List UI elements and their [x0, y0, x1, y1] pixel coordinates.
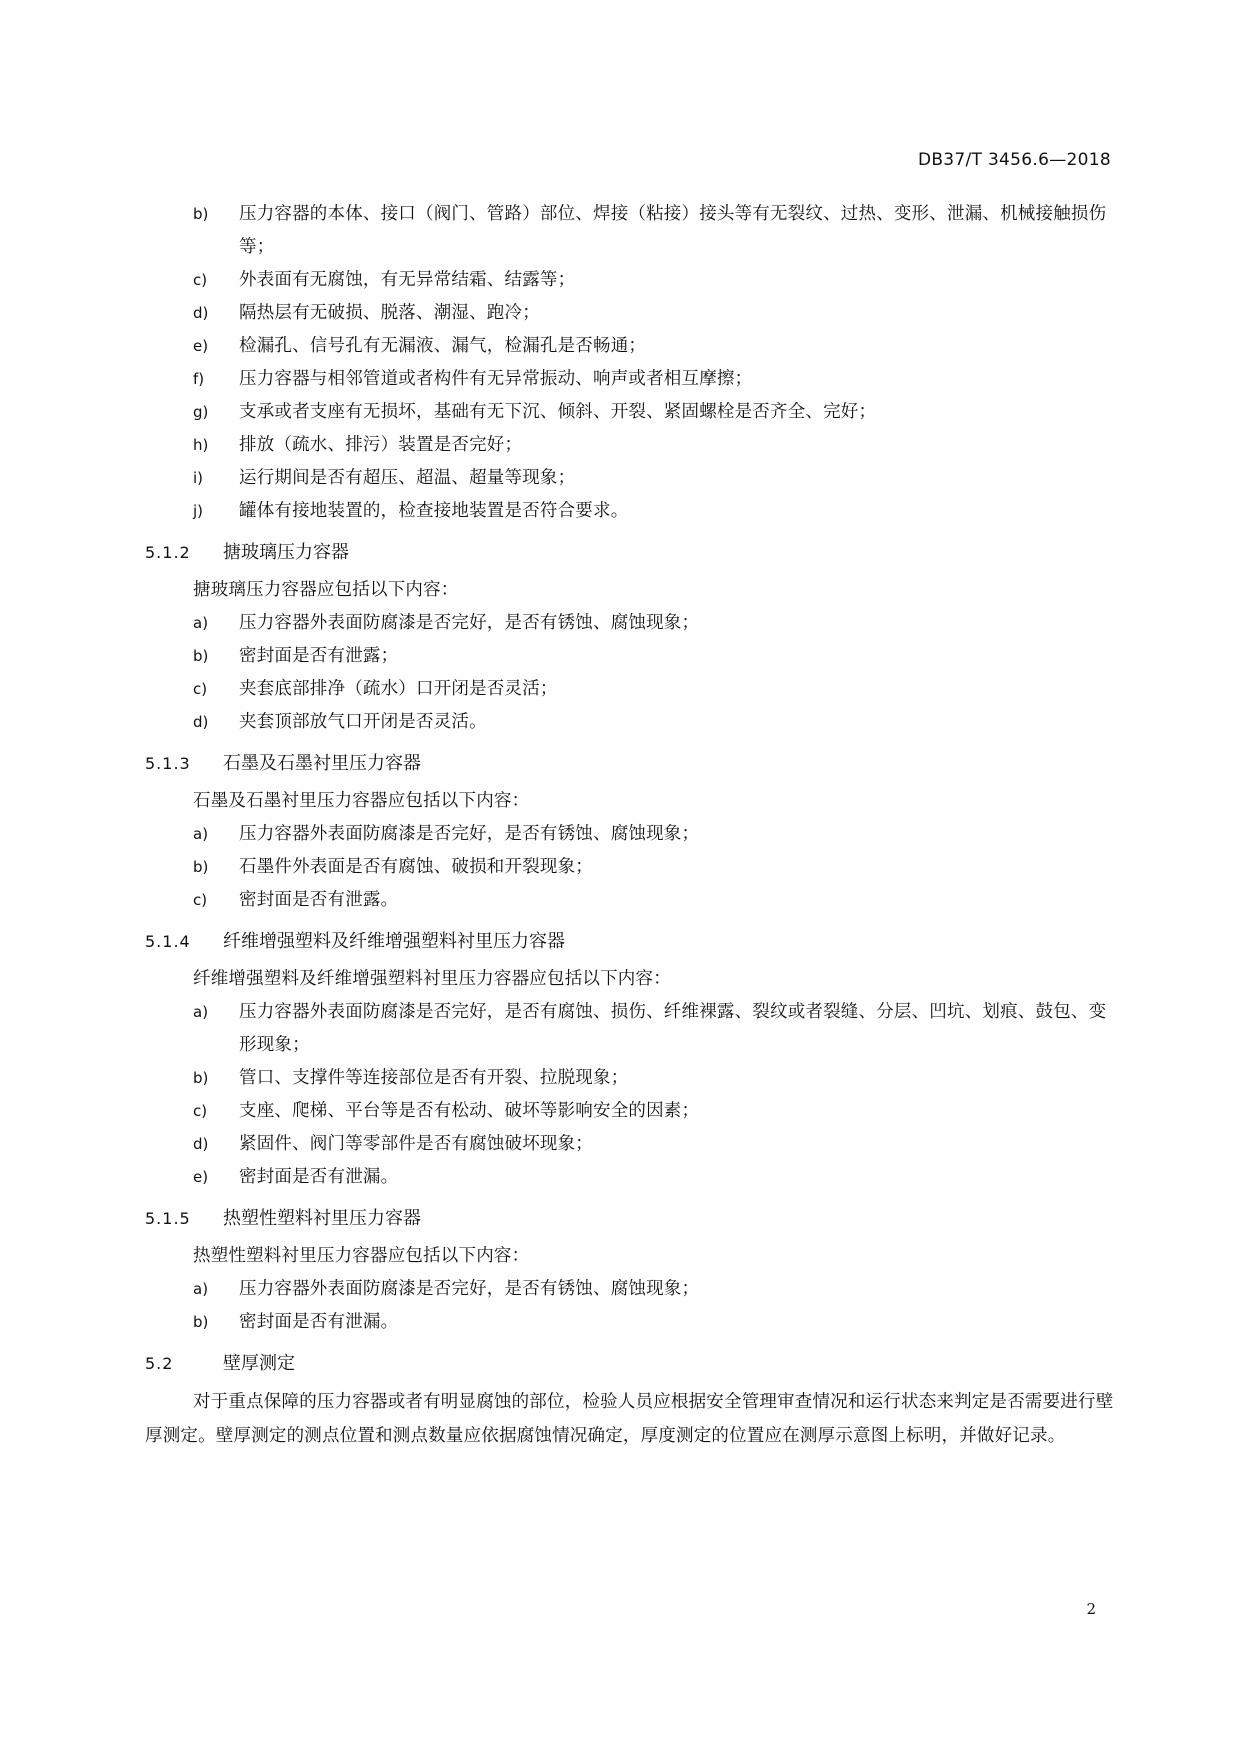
list-item-marker: a): [193, 614, 209, 632]
list-item: [145, 673, 1115, 706]
list-item-text: 密封面是否有泄露。: [239, 890, 399, 910]
item-list: [145, 198, 1115, 528]
list-item-marker: h): [193, 436, 209, 454]
list-item: [145, 462, 1115, 495]
list-item-text: 石墨件外表面是否有腐蚀、破损和开裂现象；: [239, 857, 593, 877]
section-heading: [145, 538, 1115, 568]
section-number: 5.1.3: [145, 754, 191, 773]
list-item: [145, 1095, 1115, 1128]
list-item-marker: f): [193, 370, 205, 388]
document-code: DB37/T 3456.6—2018: [917, 150, 1111, 170]
list-item: [145, 429, 1115, 462]
body-paragraph: 对于重点保障的压力容器或者有明显腐蚀的部位，检验人员应根据安全管理审查情况和运行状态来判定是否需要进行壁厚测定。壁厚测定的测点位置和测点数量应依据腐蚀情况确定，厚度测定的位置应在测厚示意图上标明，并做好记录。: [145, 1392, 1114, 1446]
list-item-text: 隔热层有无破损、脱落、潮湿、跑冷；: [239, 303, 540, 323]
list-item: [145, 264, 1115, 297]
list-item-marker: c): [193, 1102, 208, 1120]
list-item-text: 密封面是否有泄漏。: [239, 1167, 399, 1187]
list-item: [145, 1128, 1115, 1161]
list-item: [145, 363, 1115, 396]
item-list: [145, 1273, 1115, 1339]
list-item: [145, 884, 1115, 917]
list-item: [145, 607, 1115, 640]
list-item-text: 夹套底部排净（疏水）口开闭是否灵活；: [239, 679, 558, 699]
list-item-marker: j): [193, 502, 204, 520]
list-item-text: 罐体有接地装置的，检查接地装置是否符合要求。: [239, 501, 629, 521]
section-title: 壁厚测定: [223, 1353, 295, 1374]
list-item: [145, 851, 1115, 884]
list-item-marker: b): [193, 1069, 209, 1087]
item-list: [145, 996, 1115, 1194]
section-title: 纤维增强塑料及纤维增强塑料衬里压力容器: [223, 931, 565, 952]
list-item: [145, 297, 1115, 330]
list-item: [145, 1306, 1115, 1339]
list-item-text: 压力容器外表面防腐漆是否完好，是否有锈蚀、腐蚀现象；: [239, 824, 700, 844]
section-number: 5.2: [145, 1354, 174, 1373]
page-number: 2: [1086, 1600, 1096, 1618]
list-item-text: 压力容器外表面防腐漆是否完好，是否有腐蚀、损伤、纤维裸露、裂纹或者裂缝、分层、凹坑、划痕、鼓包、变形现象；: [239, 1002, 1107, 1055]
list-item-marker: e): [193, 337, 209, 355]
list-item: [145, 198, 1115, 264]
list-item-text: 紧固件、阀门等零部件是否有腐蚀破坏现象；: [239, 1134, 593, 1154]
list-item-text: 排放（疏水、排污）装置是否完好；: [239, 435, 523, 455]
section-number: 5.1.4: [145, 932, 191, 951]
list-item-marker: d): [193, 304, 209, 322]
list-item-text: 密封面是否有泄露；: [239, 646, 399, 666]
list-item-marker: d): [193, 713, 209, 731]
item-list: [145, 607, 1115, 739]
list-item-text: 运行期间是否有超压、超温、超量等现象；: [239, 468, 576, 488]
section-intro: 热塑性塑料衬里压力容器应包括以下内容：: [193, 1246, 530, 1266]
list-item-marker: b): [193, 1313, 209, 1331]
list-item-text: 检漏孔、信号孔有无漏液、漏气，检漏孔是否畅通；: [239, 336, 647, 356]
list-item: [145, 396, 1115, 429]
list-item-text: 压力容器外表面防腐漆是否完好，是否有锈蚀、腐蚀现象；: [239, 613, 700, 633]
document-content: [145, 198, 1115, 1453]
list-item: [145, 495, 1115, 528]
list-item: [145, 818, 1115, 851]
list-item: [145, 640, 1115, 673]
list-item-text: 密封面是否有泄漏。: [239, 1312, 399, 1332]
item-list: [145, 818, 1115, 917]
list-item-marker: a): [193, 1280, 209, 1298]
list-item-marker: d): [193, 1135, 209, 1153]
section-intro: 搪玻璃压力容器应包括以下内容：: [193, 580, 459, 600]
list-item-marker: a): [193, 825, 209, 843]
list-item: [145, 996, 1115, 1062]
list-item-marker: b): [193, 205, 209, 223]
section-number: 5.1.5: [145, 1209, 191, 1228]
list-item: [145, 1062, 1115, 1095]
list-item: [145, 330, 1115, 363]
list-item-marker: e): [193, 1168, 209, 1186]
list-item-marker: c): [193, 891, 208, 909]
list-item-marker: g): [193, 403, 209, 421]
list-item: [145, 706, 1115, 739]
section-heading: [145, 927, 1115, 957]
section-heading: [145, 749, 1115, 779]
section-heading: [145, 1349, 1115, 1379]
section-intro: 石墨及石墨衬里压力容器应包括以下内容：: [193, 791, 530, 811]
section-number: 5.1.2: [145, 543, 191, 562]
list-item: [145, 1161, 1115, 1194]
list-item-text: 夹套顶部放气口开闭是否灵活。: [239, 712, 487, 732]
section-heading: [145, 1204, 1115, 1234]
list-item: [145, 1273, 1115, 1306]
section-title: 搪玻璃压力容器: [223, 542, 349, 563]
list-item-text: 压力容器的本体、接口（阀门、管路）部位、焊接（粘接）接头等有无裂纹、过热、变形、泄漏、机械接触损伤等；: [239, 204, 1107, 257]
section-title: 石墨及石墨衬里压力容器: [223, 753, 421, 774]
list-item-marker: c): [193, 680, 208, 698]
list-item-marker: b): [193, 647, 209, 665]
list-item-text: 压力容器外表面防腐漆是否完好，是否有锈蚀、腐蚀现象；: [239, 1279, 700, 1299]
document-body: [145, 198, 1115, 1453]
list-item-marker: i): [193, 469, 204, 487]
section-intro: 纤维增强塑料及纤维增强塑料衬里压力容器应包括以下内容：: [193, 969, 671, 989]
list-item-text: 外表面有无腐蚀，有无异常结霜、结露等；: [239, 270, 576, 290]
list-item-text: 压力容器与相邻管道或者构件有无异常振动、响声或者相互摩擦；: [239, 369, 753, 389]
list-item-text: 支座、爬梯、平台等是否有松动、破坏等影响安全的因素；: [239, 1101, 700, 1121]
list-item-marker: c): [193, 271, 208, 289]
list-item-text: 支承或者支座有无损坏，基础有无下沉、倾斜、开裂、紧固螺栓是否齐全、完好；: [239, 402, 877, 422]
list-item-text: 管口、支撑件等连接部位是否有开裂、拉脱现象；: [239, 1068, 629, 1088]
list-item-marker: b): [193, 858, 209, 876]
list-item-marker: a): [193, 1003, 209, 1021]
section-title: 热塑性塑料衬里压力容器: [223, 1208, 421, 1229]
